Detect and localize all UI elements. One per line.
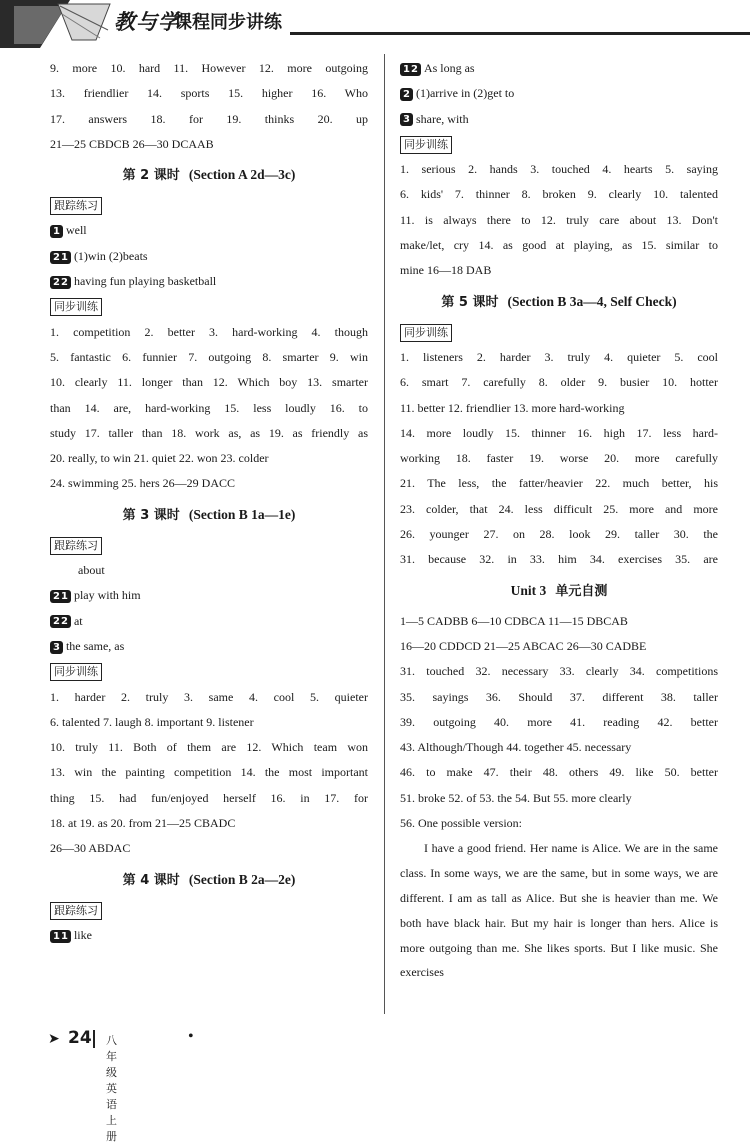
column-divider <box>384 54 385 1014</box>
item-tag: 21 <box>50 590 71 603</box>
answer-line: make/let, cry 14. as good at playing, as 15. similar to <box>400 238 718 253</box>
sample-essay: I have a good friend. Her name is Alice. We are in the same class. In some ways, we are the same, but in some ways, we are different. I am as tall as Alice. But she is heavier than me. We both have black hair. But my hair is longer than hers. Alice is more outgoing than me. She likes sports. But I like music. She exercises <box>400 841 718 980</box>
sync-label: 同步训练 <box>50 298 102 316</box>
practice-item: 3 share, with <box>400 107 718 132</box>
answer-line: 1. listeners 2. harder 3. truly 4. quieter 5. cool <box>400 349 718 364</box>
item-tag: 2 <box>400 88 413 101</box>
item-tag: 22 <box>50 276 71 289</box>
practice-item: 11 like <box>50 923 368 948</box>
arrow-icon: ➤ <box>48 1032 60 1047</box>
answer-line: 20. really, to win 21. quiet 22. won 23. colder <box>50 451 269 466</box>
answer-line: 11. better 12. friendlier 13. more hard-working <box>400 400 625 415</box>
practice-item: 3 the same, as <box>50 634 368 659</box>
answer-line: 46. to make 47. their 48. others 49. like 50. better <box>400 765 718 780</box>
answer-line: 16—20 CDDCD 21—25 ABCAC 26—30 CADBE <box>400 638 647 653</box>
answer-line: 56. One possible version: <box>400 816 522 831</box>
answer-line: 35. sayings 36. Should 37. different 38. taller <box>400 689 718 704</box>
answer-line: 43. Although/Though 44. together 45. necessary <box>400 740 632 755</box>
answer-line: 31. touched 32. necessary 33. clearly 34. competitions <box>400 664 718 679</box>
practice-item: 1 well <box>50 218 368 243</box>
practice-item: 22 having fun playing basketball <box>50 269 368 294</box>
lesson-heading: 第 2 课时 (Section A 2d—3c) <box>122 167 296 184</box>
answer-line: 13. friendlier 14. sports 15. higher 16. Who <box>50 86 368 101</box>
answer-line: 9. more 10. hard 11. However 12. more outgoing <box>50 61 368 75</box>
practice-item: 12 As long as <box>400 56 718 81</box>
answer-line: 17. answers 18. for 19. thinks 20. up <box>50 111 368 126</box>
lesson-heading: 第 5 课时 (Section B 3a—4, Self Check) <box>441 293 677 310</box>
footer-separator <box>93 1030 95 1048</box>
header-rule <box>290 32 750 35</box>
answer-line: 6. kids' 7. thinner 8. broken 9. clearly 10. talented <box>400 187 718 202</box>
answer-line: study 17. taller than 18. work as, as 19. as friendly as <box>50 425 368 440</box>
answer-line: 1. competition 2. better 3. hard-working 4. though <box>50 324 368 339</box>
answer-line: mine 16—18 DAB <box>400 263 492 278</box>
sync-label: 同步训练 <box>400 136 452 154</box>
practice-label: 跟踪练习 <box>50 537 102 555</box>
answer-line: 51. broke 52. of 53. the 54. But 55. more clearly <box>400 790 632 805</box>
sync-label: 同步训练 <box>400 324 452 342</box>
item-tag: 3 <box>400 113 413 126</box>
page-number: 24 <box>68 1028 92 1048</box>
book-name: 八年级英语 上册 <box>106 1034 117 1143</box>
answer-line: 1. serious 2. hands 3. touched 4. hearts 5. saying <box>400 162 718 177</box>
answer-line: 39. outgoing 40. more 41. reading 42. better <box>400 714 718 729</box>
unit-heading: Unit 3 单元自测 <box>510 582 608 599</box>
answer-line: 10. clearly 11. longer than 12. Which boy 13. smarter <box>50 375 368 390</box>
answer-line: 31. because 32. in 33. him 34. exercises 35. are <box>400 552 718 567</box>
practice-item: about <box>78 563 105 578</box>
answer-line: 6. talented 7. laugh 8. important 9. listener <box>50 714 254 729</box>
practice-item: 22 at <box>50 609 368 634</box>
practice-item: 21 (1)win (2)beats <box>50 244 368 269</box>
answer-line: 23. colder, that 24. less difficult 25. more and more <box>400 501 718 516</box>
series-title: 课程同步讲练 <box>174 12 282 33</box>
item-tag: 21 <box>50 251 71 264</box>
right-column <box>400 56 718 985</box>
page-header <box>0 0 750 48</box>
answer-line: 26. younger 27. on 28. look 29. taller 30. the <box>400 527 718 542</box>
answer-line: 1—5 CADBB 6—10 CDBCA 11—15 DBCAB <box>400 613 628 628</box>
practice-item: 21 play with him <box>50 583 368 608</box>
series-logo: 教与学 <box>114 9 180 34</box>
answer-line: 14. more loudly 15. thinner 16. high 17. less hard- <box>400 425 718 440</box>
practice-label: 跟踪练习 <box>50 902 102 920</box>
item-tag: 1 <box>50 225 63 238</box>
answer-line: 6. smart 7. carefully 8. older 9. busier 10. hotter <box>400 375 718 390</box>
left-column <box>50 56 368 948</box>
answer-line: 26—30 ABDAC <box>50 841 131 856</box>
lesson-heading: 第 4 课时 (Section B 2a—2e) <box>122 871 296 888</box>
answer-line: 1. harder 2. truly 3. same 4. cool 5. quieter <box>50 689 368 704</box>
lesson-heading: 第 3 课时 (Section B 1a—1e) <box>122 506 296 523</box>
practice-label: 跟踪练习 <box>50 197 102 215</box>
answer-line: 5. fantastic 6. funnier 7. outgoing 8. smarter 9. win <box>50 349 368 364</box>
item-tag: 3 <box>50 641 63 654</box>
answer-line: 21. The less, the fatter/heavier 22. much better, his <box>400 476 718 491</box>
answer-line: 18. at 19. as 20. from 21—25 CBADC <box>50 816 236 831</box>
answer-line: working 18. faster 19. worse 20. more carefully <box>400 451 718 466</box>
item-tag: 11 <box>50 930 71 943</box>
footer-dot: • <box>188 1028 194 1045</box>
corner-decoration <box>0 0 112 48</box>
answer-line: 10. truly 11. Both of them are 12. Which team won <box>50 740 368 755</box>
item-tag: 22 <box>50 615 71 628</box>
sync-label: 同步训练 <box>50 663 102 681</box>
answer-line: thing 15. had fun/enjoyed herself 16. in 17. for <box>50 790 368 805</box>
answer-line: than 14. are, hard-working 15. less loudly 16. to <box>50 400 368 415</box>
item-tag: 12 <box>400 63 421 76</box>
answer-line: 13. win the painting competition 14. the most important <box>50 765 368 780</box>
answer-line: 11. is always there to 12. truly care about 13. Don't <box>400 212 718 227</box>
practice-item: 2 (1)arrive in (2)get to <box>400 81 718 106</box>
answer-line: 24. swimming 25. hers 26—29 DACC <box>50 476 236 491</box>
answer-line: 21—25 CBDCB 26—30 DCAAB <box>50 136 214 151</box>
